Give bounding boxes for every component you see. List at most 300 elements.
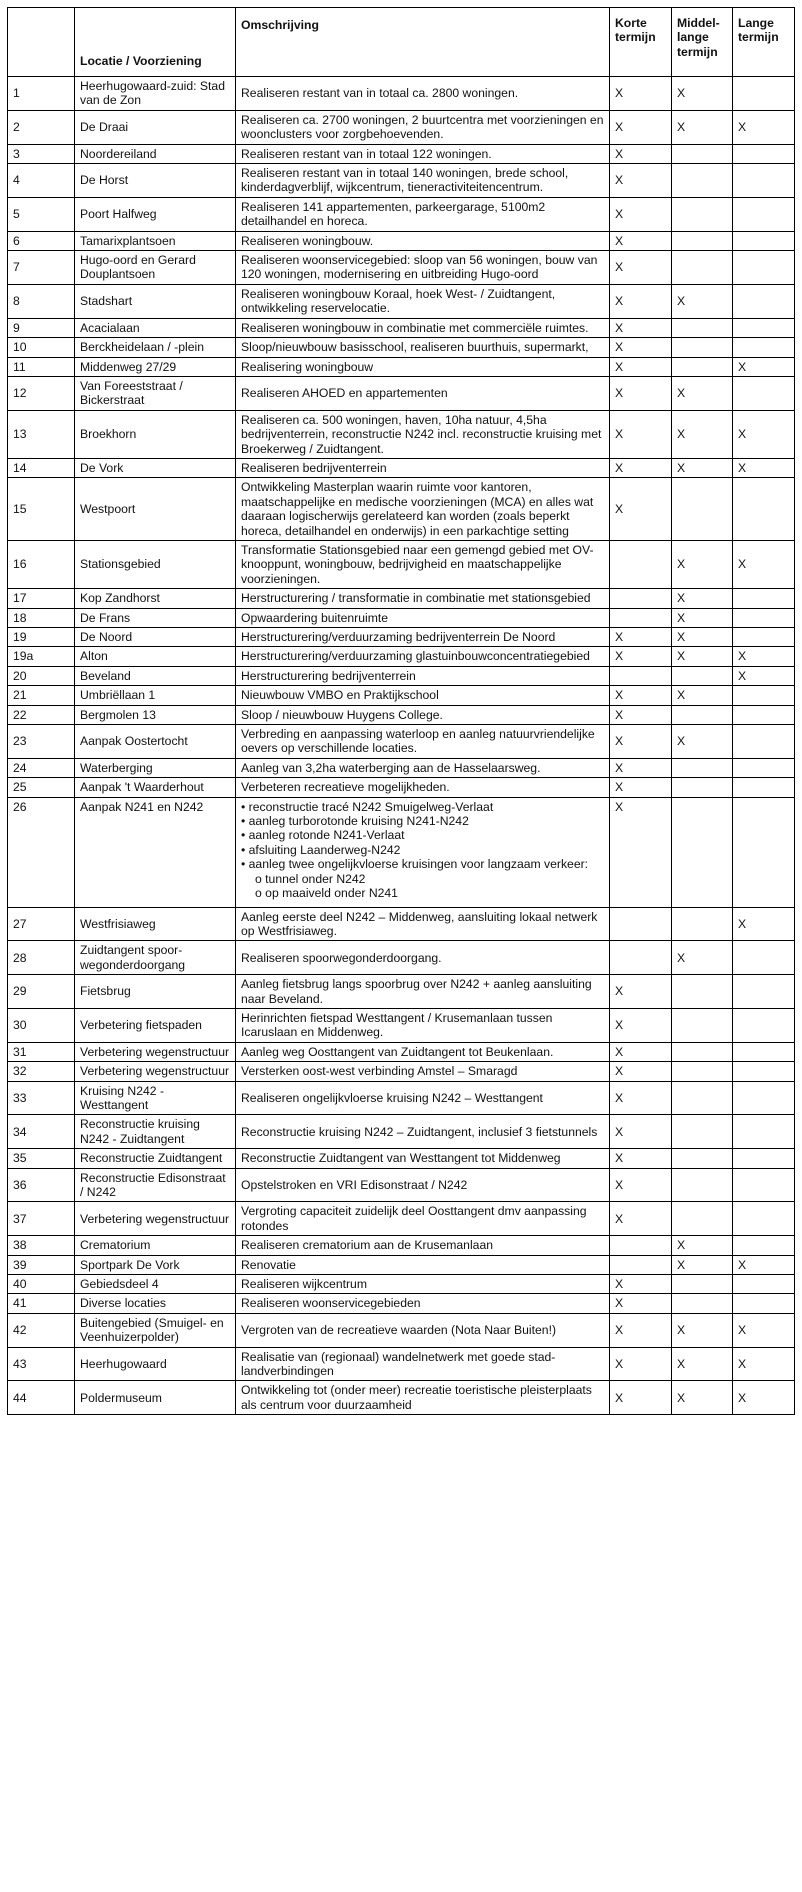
row-short-term: X: [610, 1294, 672, 1313]
row-mid-term: [672, 1294, 733, 1313]
row-location: Beveland: [75, 666, 236, 685]
row-number: 25: [8, 778, 75, 797]
table-row: [8, 1347, 795, 1381]
row-location: De Noord: [75, 628, 236, 647]
table-row: [8, 1149, 795, 1168]
row-description: Realiseren AHOED en appartementen: [236, 376, 610, 410]
table-row: [8, 1275, 795, 1294]
row-short-term: X: [610, 110, 672, 144]
row-short-term: X: [610, 410, 672, 458]
row-description: [236, 797, 610, 907]
row-location: Crematorium: [75, 1236, 236, 1255]
row-mid-term: X: [672, 284, 733, 318]
table-row: [8, 1042, 795, 1061]
row-long-term: [733, 705, 795, 724]
row-location: Poldermuseum: [75, 1381, 236, 1415]
row-short-term: X: [610, 975, 672, 1009]
row-mid-term: X: [672, 540, 733, 588]
row-long-term: [733, 284, 795, 318]
row-location: Gebiedsdeel 4: [75, 1275, 236, 1294]
row-mid-term: X: [672, 1236, 733, 1255]
row-mid-term: X: [672, 1313, 733, 1347]
row-short-term: X: [610, 758, 672, 777]
table-row: [8, 1081, 795, 1115]
row-mid-term: [672, 144, 733, 163]
table-row: [8, 77, 795, 111]
row-mid-term: X: [672, 608, 733, 627]
table-row: [8, 686, 795, 705]
row-number: 13: [8, 410, 75, 458]
row-short-term: X: [610, 778, 672, 797]
row-mid-term: [672, 1062, 733, 1081]
row-long-term: [733, 608, 795, 627]
row-description: Nieuwbouw VMBO en Praktijkschool: [236, 686, 610, 705]
row-description: Realiseren restant van in totaal 140 woningen, brede school, kinderdagverblijf, wijkcentrum, tieneractiviteitencentrum.: [236, 164, 610, 198]
row-mid-term: X: [672, 458, 733, 477]
row-number: 43: [8, 1347, 75, 1381]
row-description: Reconstructie kruising N242 – Zuidtangent, inclusief 3 fietstunnels: [236, 1115, 610, 1149]
row-short-term: X: [610, 144, 672, 163]
row-description: Realiseren restant van in totaal 122 woningen.: [236, 144, 610, 163]
row-mid-term: [672, 758, 733, 777]
row-short-term: X: [610, 284, 672, 318]
row-long-term: [733, 1168, 795, 1202]
row-short-term: X: [610, 1149, 672, 1168]
header-row: [8, 8, 795, 77]
row-mid-term: X: [672, 686, 733, 705]
row-long-term: [733, 1008, 795, 1042]
row-mid-term: [672, 778, 733, 797]
row-short-term: X: [610, 164, 672, 198]
row-location: Stadshart: [75, 284, 236, 318]
row-location: Aanpak Oostertocht: [75, 725, 236, 759]
row-mid-term: [672, 1149, 733, 1168]
row-short-term: X: [610, 1081, 672, 1115]
row-long-term: [733, 1275, 795, 1294]
row-long-term: [733, 686, 795, 705]
row-number: 24: [8, 758, 75, 777]
row-number: 10: [8, 338, 75, 357]
row-short-term: X: [610, 1115, 672, 1149]
row-number: 38: [8, 1236, 75, 1255]
row-short-term: X: [610, 376, 672, 410]
row-mid-term: X: [672, 77, 733, 111]
row-long-term: [733, 1081, 795, 1115]
row-short-term: X: [610, 338, 672, 357]
row-long-term: [733, 338, 795, 357]
row-location: De Horst: [75, 164, 236, 198]
row-number: 32: [8, 1062, 75, 1081]
row-long-term: [733, 231, 795, 250]
row-location: Sportpark De Vork: [75, 1255, 236, 1274]
bullet-item: • aanleg rotonde N241-Verlaat: [241, 828, 405, 843]
row-description: Opwaardering buitenruimte: [236, 608, 610, 627]
row-number: 2: [8, 110, 75, 144]
row-mid-term: [672, 705, 733, 724]
table-row: [8, 725, 795, 759]
row-mid-term: X: [672, 376, 733, 410]
row-number: 19: [8, 628, 75, 647]
row-description: Realiseren wijkcentrum: [236, 1275, 610, 1294]
row-description: Realiseren woonservicegebieden: [236, 1294, 610, 1313]
row-description: Herstructurering / transformatie in combinatie met stationsgebied: [236, 589, 610, 608]
table-row: [8, 458, 795, 477]
row-description: Realiseren woningbouw Koraal, hoek West- / Zuidtangent, ontwikkeling reservelocatie.: [236, 284, 610, 318]
row-location: De Frans: [75, 608, 236, 627]
row-description: Aanleg eerste deel N242 – Middenweg, aansluiting lokaal netwerk op Westfrisiaweg.: [236, 907, 610, 941]
row-short-term: X: [610, 686, 672, 705]
row-mid-term: [672, 907, 733, 941]
row-short-term: X: [610, 647, 672, 666]
row-long-term: [733, 1202, 795, 1236]
row-location: Umbriëllaan 1: [75, 686, 236, 705]
row-number: 23: [8, 725, 75, 759]
row-location: Kop Zandhorst: [75, 589, 236, 608]
table-row: [8, 608, 795, 627]
row-description: Renovatie: [236, 1255, 610, 1274]
row-description: Realiseren crematorium aan de Krusemanlaan: [236, 1236, 610, 1255]
row-short-term: X: [610, 197, 672, 231]
row-mid-term: [672, 478, 733, 541]
row-location: Heerhugowaard: [75, 1347, 236, 1381]
row-description: Ontwikkeling Masterplan waarin ruimte voor kantoren, maatschappelijke en medische voorzieningen (MCA) en alles wat daaraan logischerwijs gerelateerd kan worden (zoals beperkt horeca, detailhandel en onderwijs) in een parkachtige setting: [236, 478, 610, 541]
table-row: [8, 110, 795, 144]
row-location: Verbetering wegenstructuur: [75, 1202, 236, 1236]
row-long-term: X: [733, 1347, 795, 1381]
row-number: 26: [8, 797, 75, 907]
table-row: [8, 907, 795, 941]
table-row: [8, 1381, 795, 1415]
row-description: Aanleg weg Oosttangent van Zuidtangent tot Beukenlaan.: [236, 1042, 610, 1061]
row-description: Realiseren restant van in totaal ca. 2800 woningen.: [236, 77, 610, 111]
row-number: 37: [8, 1202, 75, 1236]
row-number: 28: [8, 941, 75, 975]
row-number: 15: [8, 478, 75, 541]
row-short-term: X: [610, 1381, 672, 1415]
row-number: 18: [8, 608, 75, 627]
row-location: Verbetering wegenstructuur: [75, 1062, 236, 1081]
row-location: De Draai: [75, 110, 236, 144]
table-row: [8, 1168, 795, 1202]
row-number: 1: [8, 77, 75, 111]
row-long-term: [733, 77, 795, 111]
row-mid-term: X: [672, 941, 733, 975]
row-location: Noordereiland: [75, 144, 236, 163]
row-number: 36: [8, 1168, 75, 1202]
table-row: [8, 1202, 795, 1236]
table-row: [8, 778, 795, 797]
row-description: Herstructurering bedrijventerrein: [236, 666, 610, 685]
row-location: Reconstructie Edisonstraat / N242: [75, 1168, 236, 1202]
row-long-term: X: [733, 110, 795, 144]
row-number: 42: [8, 1313, 75, 1347]
row-number: 41: [8, 1294, 75, 1313]
header-nr: [8, 8, 75, 77]
table-row: [8, 144, 795, 163]
table-row: [8, 376, 795, 410]
row-location: Zuidtangent spoor-wegonderdoorgang: [75, 941, 236, 975]
row-description: Realiseren ca. 500 woningen, haven, 10ha natuur, 4,5ha bedrijventerrein, reconstructie N242 incl. reconstructie kruising met Broekerweg / Zuidtangent.: [236, 410, 610, 458]
row-mid-term: [672, 357, 733, 376]
row-number: 44: [8, 1381, 75, 1415]
row-long-term: X: [733, 410, 795, 458]
row-mid-term: [672, 231, 733, 250]
row-mid-term: [672, 1275, 733, 1294]
row-short-term: [610, 608, 672, 627]
row-long-term: [733, 941, 795, 975]
row-description: Versterken oost-west verbinding Amstel – Smaragd: [236, 1062, 610, 1081]
row-short-term: X: [610, 705, 672, 724]
row-short-term: [610, 666, 672, 685]
header-short-term: Korte termijn: [610, 8, 672, 77]
row-long-term: X: [733, 1313, 795, 1347]
row-long-term: X: [733, 357, 795, 376]
table-row: [8, 1294, 795, 1313]
row-long-term: [733, 778, 795, 797]
row-mid-term: [672, 1202, 733, 1236]
row-mid-term: X: [672, 725, 733, 759]
row-number: 19a: [8, 647, 75, 666]
row-location: Stationsgebied: [75, 540, 236, 588]
row-location: Reconstructie Zuidtangent: [75, 1149, 236, 1168]
row-description: Vergroten van de recreatieve waarden (Nota Naar Buiten!): [236, 1313, 610, 1347]
table-row: [8, 797, 795, 907]
row-description: Herstructurering/verduurzaming glastuinbouwconcentratiegebied: [236, 647, 610, 666]
row-number: 40: [8, 1275, 75, 1294]
table-row: [8, 1313, 795, 1347]
row-description: Verbeteren recreatieve mogelijkheden.: [236, 778, 610, 797]
table-row: [8, 975, 795, 1009]
row-short-term: X: [610, 1042, 672, 1061]
table-row: [8, 1255, 795, 1274]
row-number: 35: [8, 1149, 75, 1168]
row-short-term: X: [610, 1062, 672, 1081]
row-mid-term: [672, 338, 733, 357]
row-long-term: X: [733, 647, 795, 666]
row-short-term: X: [610, 357, 672, 376]
row-short-term: X: [610, 1275, 672, 1294]
bullet-item: • reconstructie tracé N242 Smuigelweg-Verlaat: [241, 799, 494, 814]
row-short-term: X: [610, 458, 672, 477]
row-long-term: X: [733, 540, 795, 588]
projects-table: [7, 7, 795, 1415]
row-location: Verbetering wegenstructuur: [75, 1042, 236, 1061]
row-location: Bergmolen 13: [75, 705, 236, 724]
row-number: 14: [8, 458, 75, 477]
row-short-term: X: [610, 478, 672, 541]
row-mid-term: X: [672, 1347, 733, 1381]
row-description: Realiseren ca. 2700 woningen, 2 buurtcentra met voorzieningen en woonclusters voor zorgbehoevenden.: [236, 110, 610, 144]
row-short-term: [610, 941, 672, 975]
table-row: [8, 357, 795, 376]
row-location: Diverse locaties: [75, 1294, 236, 1313]
row-long-term: [733, 1062, 795, 1081]
row-long-term: X: [733, 666, 795, 685]
row-number: 7: [8, 251, 75, 285]
row-number: 20: [8, 666, 75, 685]
row-short-term: X: [610, 77, 672, 111]
row-mid-term: [672, 1042, 733, 1061]
row-mid-term: [672, 1081, 733, 1115]
row-location: Aanpak N241 en N242: [75, 797, 236, 907]
row-number: 27: [8, 907, 75, 941]
row-location: Berckheidelaan / -plein: [75, 338, 236, 357]
row-short-term: [610, 1236, 672, 1255]
row-number: 29: [8, 975, 75, 1009]
row-number: 22: [8, 705, 75, 724]
table-row: [8, 666, 795, 685]
table-row: [8, 1236, 795, 1255]
row-description: Herstructurering/verduurzaming bedrijventerrein De Noord: [236, 628, 610, 647]
row-location: Aanpak 't Waarderhout: [75, 778, 236, 797]
row-short-term: X: [610, 797, 672, 907]
table-row: [8, 1115, 795, 1149]
row-short-term: X: [610, 1202, 672, 1236]
table-row: [8, 1062, 795, 1081]
table-row: [8, 318, 795, 337]
row-number: 8: [8, 284, 75, 318]
table-row: [8, 231, 795, 250]
row-long-term: [733, 164, 795, 198]
row-mid-term: [672, 197, 733, 231]
row-short-term: X: [610, 1168, 672, 1202]
row-description: Realiseren woningbouw in combinatie met commerciële ruimtes.: [236, 318, 610, 337]
row-number: 39: [8, 1255, 75, 1274]
bullet-item: • aanleg twee ongelijkvloerse kruisingen voor langzaam verkeer:: [241, 857, 589, 872]
row-long-term: [733, 725, 795, 759]
row-mid-term: X: [672, 1381, 733, 1415]
row-description: Aanleg van 3,2ha waterberging aan de Hasselaarsweg.: [236, 758, 610, 777]
row-number: 33: [8, 1081, 75, 1115]
row-location: Hugo-oord en Gerard Douplantsoen: [75, 251, 236, 285]
table-row: [8, 1008, 795, 1042]
row-mid-term: [672, 797, 733, 907]
row-short-term: [610, 589, 672, 608]
row-description: Realiseren ongelijkvloerse kruising N242 – Westtangent: [236, 1081, 610, 1115]
row-number: 6: [8, 231, 75, 250]
table-row: [8, 164, 795, 198]
row-number: 4: [8, 164, 75, 198]
row-mid-term: [672, 1168, 733, 1202]
row-number: 3: [8, 144, 75, 163]
row-short-term: X: [610, 628, 672, 647]
row-mid-term: X: [672, 1255, 733, 1274]
row-mid-term: X: [672, 410, 733, 458]
row-location: Heerhugowaard-zuid: Stad van de Zon: [75, 77, 236, 111]
row-mid-term: [672, 1008, 733, 1042]
table-row: [8, 478, 795, 541]
row-short-term: X: [610, 1008, 672, 1042]
row-number: 9: [8, 318, 75, 337]
row-location: Waterberging: [75, 758, 236, 777]
row-number: 30: [8, 1008, 75, 1042]
row-location: Broekhorn: [75, 410, 236, 458]
row-location: Acacialaan: [75, 318, 236, 337]
table-row: [8, 705, 795, 724]
header-long-term: Lange termijn: [733, 8, 795, 77]
row-description: Realisering woningbouw: [236, 357, 610, 376]
row-mid-term: X: [672, 647, 733, 666]
row-long-term: [733, 318, 795, 337]
table-body: [8, 77, 795, 1415]
table-row: [8, 338, 795, 357]
row-short-term: X: [610, 1347, 672, 1381]
header-location: Locatie / Voorziening: [75, 8, 236, 77]
row-number: 11: [8, 357, 75, 376]
row-location: Tamarixplantsoen: [75, 231, 236, 250]
row-description: Reconstructie Zuidtangent van Westtangent tot Middenweg: [236, 1149, 610, 1168]
row-number: 17: [8, 589, 75, 608]
row-short-term: [610, 907, 672, 941]
row-description: Realiseren 141 appartementen, parkeergarage, 5100m2 detailhandel en horeca.: [236, 197, 610, 231]
row-number: 31: [8, 1042, 75, 1061]
row-location: Verbetering fietspaden: [75, 1008, 236, 1042]
row-description: Ontwikkeling tot (onder meer) recreatie toeristische pleisterplaats als centrum voor duurzaamheid: [236, 1381, 610, 1415]
row-location: Reconstructie kruising N242 - Zuidtangent: [75, 1115, 236, 1149]
row-long-term: [733, 1115, 795, 1149]
header-mid-term: Middel-lange termijn: [672, 8, 733, 77]
row-mid-term: [672, 1115, 733, 1149]
row-long-term: [733, 1042, 795, 1061]
row-long-term: [733, 251, 795, 285]
row-short-term: X: [610, 318, 672, 337]
table-row: [8, 251, 795, 285]
row-mid-term: [672, 318, 733, 337]
row-description: Herinrichten fietspad Westtangent / Krusemanlaan tussen Icaruslaan en Middenweg.: [236, 1008, 610, 1042]
row-long-term: [733, 1149, 795, 1168]
row-long-term: [733, 975, 795, 1009]
row-long-term: [733, 1236, 795, 1255]
row-description: Transformatie Stationsgebied naar een gemengd gebied met OV-knooppunt, woningbouw, bedrijvigheid en maatschappelijke voorzieningen.: [236, 540, 610, 588]
row-long-term: X: [733, 458, 795, 477]
row-long-term: [733, 197, 795, 231]
row-short-term: [610, 1255, 672, 1274]
row-long-term: [733, 478, 795, 541]
row-mid-term: X: [672, 628, 733, 647]
row-short-term: [610, 540, 672, 588]
row-description: Verbreding en aanpassing waterloop en aanleg natuurvriendelijke oevers op verschillende locaties.: [236, 725, 610, 759]
row-short-term: X: [610, 1313, 672, 1347]
row-location: Buitengebied (Smuigel- en Veenhuizerpolder): [75, 1313, 236, 1347]
sub-bullet-item: o op maaiveld onder N241: [255, 886, 398, 901]
row-long-term: X: [733, 1255, 795, 1274]
row-description: Realiseren woonservicegebied: sloop van 56 woningen, bouw van 120 woningen, modernisering en uitbreiding Hugo-oord: [236, 251, 610, 285]
row-number: 34: [8, 1115, 75, 1149]
sub-bullet-item: o tunnel onder N242: [255, 871, 366, 886]
row-location: De Vork: [75, 458, 236, 477]
row-location: Kruising N242 - Westtangent: [75, 1081, 236, 1115]
row-description: Sloop / nieuwbouw Huygens College.: [236, 705, 610, 724]
row-short-term: X: [610, 251, 672, 285]
row-mid-term: X: [672, 110, 733, 144]
bullet-item: • aanleg turborotonde kruising N241-N242: [241, 814, 469, 829]
row-long-term: [733, 376, 795, 410]
page: [7, 7, 795, 1415]
row-long-term: X: [733, 907, 795, 941]
row-location: Poort Halfweg: [75, 197, 236, 231]
row-location: Fietsbrug: [75, 975, 236, 1009]
table-row: [8, 540, 795, 588]
table-row: [8, 410, 795, 458]
row-description: Aanleg fietsbrug langs spoorbrug over N242 + aanleg aansluiting naar Beveland.: [236, 975, 610, 1009]
table-row: [8, 197, 795, 231]
row-description: Realisatie van (regionaal) wandelnetwerk met goede stad-landverbindingen: [236, 1347, 610, 1381]
row-description: Realiseren woningbouw.: [236, 231, 610, 250]
row-description: Realiseren spoorwegonderdoorgang.: [236, 941, 610, 975]
row-long-term: X: [733, 1381, 795, 1415]
bullet-list: [241, 800, 604, 901]
row-location: Van Foreeststraat / Bickerstraat: [75, 376, 236, 410]
